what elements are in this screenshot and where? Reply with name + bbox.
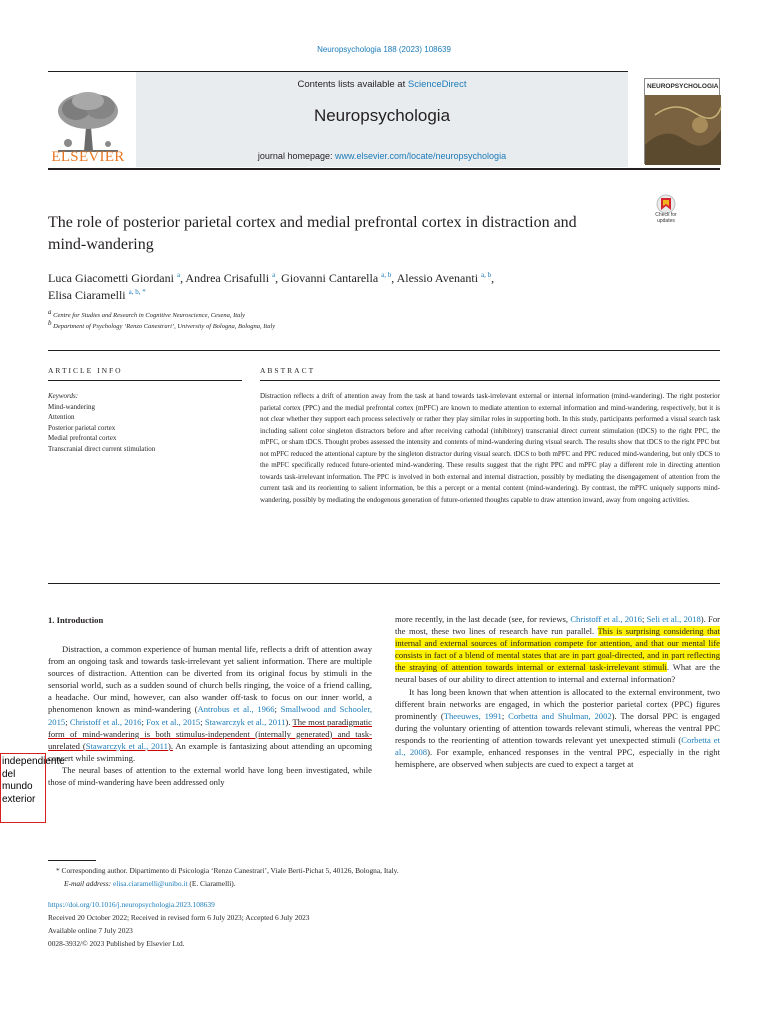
author-affiliation-marker[interactable]: a, b, * (128, 288, 146, 296)
author-affiliation-marker[interactable]: a (272, 271, 276, 279)
corresponding-author-footnote: * Corresponding author. Dipartimento di Psicologia ‘Renzo Canestrari’, Viale Berti-Pichat 5, 40126, Bologna, Italy. (56, 866, 399, 875)
article-info-rule (48, 380, 242, 381)
author-affiliation-marker[interactable]: a (176, 271, 181, 279)
citation-link[interactable]: Christoff et al., 2016 (570, 614, 642, 624)
journal-title: Neuropsychologia (313, 106, 451, 125)
citation-link[interactable]: Christoff et al., 2016 (69, 716, 142, 727)
received-dates: Received 20 October 2022; Received in revised form 6 July 2023; Accepted 6 July 2023 (48, 913, 310, 922)
citation-link[interactable]: Theeuwes, 1991 (443, 710, 502, 721)
contents-line: Contents lists available at ScienceDirect (297, 79, 467, 90)
body-column-right (395, 613, 720, 770)
paragraph: It has long been known that when attention is allocated to the external environment, two different brain networks are engaged, in which the posterior parietal cortex (PPC) figures prominently (Theeuwes, 1991; Corbetta and Shulman, 2002). The dorsal PPC is engaged during the voluntary orienting of attention towards relevant stimuli, whereas the ventral PPC responds to the reorienting of attention towards relevant yet unexpected stimuli (Corbetta et al., 2008). For example, enhanced responses in the ventral PPC, especially in the right hemisphere, are observed when subjects are cued to expect a target at (395, 686, 720, 770)
abstract-heading: ABSTRACT (260, 366, 316, 375)
citation-link[interactable]: Smallwood and Schooler, 2015 (48, 704, 372, 727)
citation-link[interactable]: Corbetta and Shulman, 2002 (508, 710, 612, 721)
author-name[interactable]: Giovanni Cantarella (281, 271, 379, 285)
author-name[interactable]: Alessio Avenanti (396, 271, 479, 285)
section-rule (48, 350, 720, 351)
article-title: The role of posterior parietal cortex and medial prefrontal cortex in distraction and mind-wandering (48, 214, 577, 253)
online-date: Available online 7 July 2023 (48, 926, 133, 935)
paragraph: The neural bases of attention to the external world have long been investigated, while those of mind-wandering have been addressed only (48, 764, 372, 788)
keywords-block (48, 391, 248, 454)
section-rule (48, 583, 720, 584)
citation-link[interactable]: Stawarczyk et al., 2011 (85, 740, 168, 751)
homepage-line: journal homepage: www.elsevier.com/locate/neuropsychologia (257, 151, 507, 161)
affiliation-b: $^b$ Department of Psychology ‘Renzo Canestrari’, University of Bologna, Bologna, Italy (48, 319, 276, 331)
author-affiliation-marker[interactable]: a, b (381, 271, 392, 279)
cover-title: NEUROPSYCHOLOGIA (647, 83, 719, 90)
journal-cover[interactable] (644, 78, 720, 164)
citation-link[interactable]: Seli et al., 2018 (646, 614, 701, 624)
margin-annotation-note[interactable]: independiente del mundo exterior (0, 753, 46, 823)
highlighted-passage: This is surprising considering that internal and external sources of information compete for attention, and that our mental life consists in fact of a blend of mental states that are in part goal-directed, and in part reflecting the straying of attention towards internal or external task-irrelevant stimuli (395, 626, 720, 673)
cover-art-icon (645, 95, 721, 165)
author-name[interactable]: Andrea Crisafulli (185, 271, 270, 285)
keyword: Transcranial direct current stimulation (48, 444, 156, 453)
citation-link[interactable]: Antrobus et al., 1966 (197, 704, 275, 715)
email-link[interactable]: elisa.ciaramelli@unibo.it (113, 879, 188, 888)
email-footnote: E-mail address: elisa.ciaramelli@unibo.it (E. Ciaramelli). (64, 879, 236, 888)
keyword: Medial prefrontal cortex (48, 434, 117, 442)
author-name[interactable]: Luca Giacometti Giordani (48, 271, 174, 285)
underlined-passage: The most paradigmatic form of mind-wandering is both stimulus-independent (internally generated) and task-unrelated (Stawarczyk et al., 2011). (48, 716, 372, 751)
header-bottom-rule (48, 168, 720, 170)
author-affiliation-marker[interactable]: a, b (481, 271, 492, 279)
author-list: Luca Giacometti Giordani $^a$, Andrea Crisafulli $^a$, Giovanni Cantarella $^{a, b}$, Alessio Avenanti $^{a, b}$, Elisa Ciaramelli $^{a, b, *}$ (48, 271, 495, 302)
introduction-heading: 1. Introduction (48, 615, 104, 625)
publisher-name: ELSEVIER (51, 149, 125, 165)
abstract-rule (260, 380, 720, 381)
keyword: Posterior parietal cortex (48, 423, 116, 432)
paragraph: Distraction, a common experience of human mental life, reflects a drift of attention away from an ongoing task and towards task-irrelevant yet salient information. There are multiple sources of distraction. Attention can be diverted from its original focus by stimuli in the sensorial world, such as a sudden sound of church bells ringing, the voice of a friend calling, a headache. Our mind, however, can also wander off-task to focus on our inner world, a phenomenon known as mind-wandering (Antrobus et al., 1966; Smallwood and Schooler, 2015; Christoff et al., 2016; Fox et al., 2015; Stawarczyk et al., 2011). The most paradigmatic form of mind-wandering is both stimulus-independent (internally generated) and task-unrelated (Stawarczyk et al., 2011). An example is fantasizing about attending an upcoming concert while swimming. (48, 644, 372, 763)
author-name[interactable]: Elisa Ciaramelli (48, 288, 126, 302)
homepage-link[interactable]: www.elsevier.com/locate/neuropsychologia (334, 151, 507, 161)
journal-reference[interactable]: Neuropsychologia 188 (2023) 108639 (317, 45, 451, 54)
keyword: Mind-wandering (48, 402, 96, 411)
issn-copyright: 0028-3932/© 2023 Published by Elsevier Ltd. (48, 939, 185, 948)
keyword: Attention (48, 413, 75, 421)
keywords-label: Keywords: (48, 392, 79, 400)
paragraph: more recently, in the last decade (see, for reviews, Christoff et al., 2016; Seli et al., 2018). For the most, these two lines of research have run parallel. This is surprising considering that internal and external sources of information compete for attention, and that our mental life consists in fact of a blend of mental states that are in part goal-directed, and in part reflecting the straying of attention towards internal or external task-irrelevant stimuli. What are the neural bases of our ability to direct attention to internal and external information? (395, 614, 720, 685)
citation-link[interactable]: Fox et al., 2015 (146, 716, 201, 727)
citation-link[interactable]: Corbetta et al., 2008 (395, 734, 720, 758)
abstract-text: Distraction reflects a drift of attention away from the task at hand towards task-irrelevant external or internal information (mind-wandering). The right posterior parietal cortex (PPC) and the medial prefrontal cortex (mPFC) are known to mediate attention to external information and mind-wandering, respectively, but it is not clear whether they support each process selectively or rather they play similar roles in supporting both. In this study, participants performed a visual search task including salient color singleton distractors before and after receiving cathodal (inhibitory) transcranial direct current stimulation (tDCS) to the right PPC, the mPFC, or sham tDCS. Thought probes assessed the intensity and contents of mind-wandering during visual search. The results show that tDCS to the right PPC but not mPFC reduced the attentional capture by the singleton distractor during visual search. tDCS to both mPFC and PPC reduced mind-wandering, but only tDCS to the mPFC specifically reduced future-oriented mind-wandering. These results suggest that the right PPC and mPFC play a different role in directing attention towards task-irrelevant information. The PPC is involved in both external and internal distraction, possibly by mediating the disengagement of attention from the current task and its reorienting to salient information, be this a percept or a mental content (mind-wandering). By contrast, the mPFC uniquely supports mind-wandering, possibly by mediating the endogenous generation of future-oriented thoughts capable to draw attention inward, away from ongoing activities. (260, 392, 720, 504)
doi-link[interactable]: https://doi.org/10.1016/j.neuropsychologia.2023.108639 (48, 900, 215, 909)
article-info-heading: ARTICLE INFO (48, 366, 123, 375)
footnote-rule (48, 860, 96, 861)
check-for-updates-label[interactable]: Check for updates (655, 212, 677, 224)
citation-link[interactable]: Stawarczyk et al., 2011 (204, 716, 286, 727)
sciencedirect-link[interactable]: ScienceDirect (407, 79, 467, 90)
affiliation-a: $^a$ Centre for Studies and Research in Cognitive Neuroscience, Cesena, Italy (48, 308, 246, 320)
body-column-left (48, 643, 372, 788)
